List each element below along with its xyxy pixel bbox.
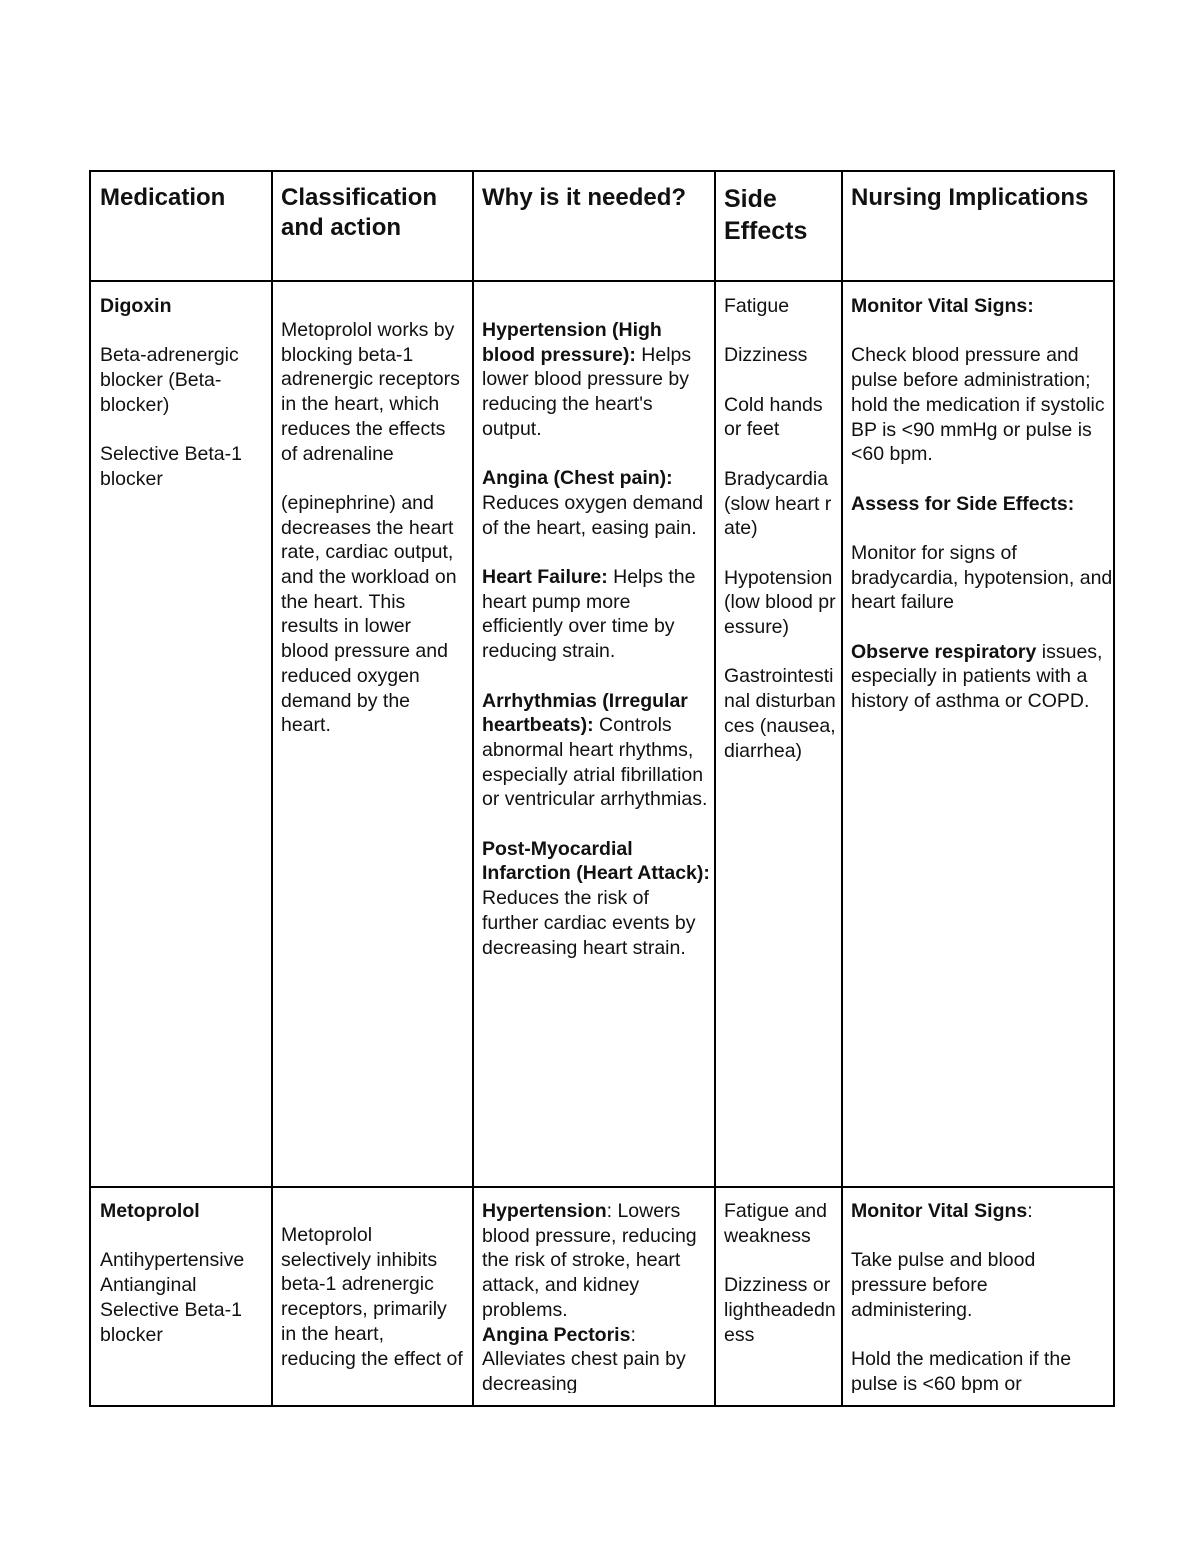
why-item-title: Angina Pectoris	[482, 1323, 631, 1346]
side-effect-item: Dizziness	[724, 344, 808, 367]
why-item-text: Reduces oxygen demand of the heart, easing pain.	[482, 491, 704, 539]
header-nursing	[851, 183, 1113, 213]
why-item-text: Helps lower blood pressure by reducing the heart's output.	[482, 343, 692, 440]
side-effect-item: Cold hands or feet	[724, 393, 823, 441]
medication-class: Selective Beta-1 blocker	[100, 443, 242, 490]
column-divider	[841, 172, 843, 1405]
header-why-label: Why is it needed?	[482, 184, 687, 211]
row1-medication-cell	[100, 294, 268, 516]
nursing-item-text: Monitor for signs of bradycardia, hypotension, and heart failure	[851, 541, 1113, 614]
row2-why-cell	[482, 1199, 712, 1393]
nursing-item-text: Hold the medication if the pulse is <60 bpm or	[851, 1348, 1072, 1393]
why-item	[482, 565, 710, 664]
side-effect-item: Gastrointestinal disturbances (nausea, diarrhea)	[724, 665, 836, 762]
header-why	[482, 183, 712, 213]
why-item-title: Post-Myocardial Infarction (Heart Attack):	[482, 837, 710, 885]
row1-action-cell	[281, 318, 461, 763]
why-item-title: Angina (Chest pain):	[482, 467, 673, 490]
why-item-text: : Lowers blood pressure, reducing the risk of stroke, heart attack, and kidney problems.	[482, 1200, 697, 1321]
nursing-item-title: Monitor Vital Signs	[851, 1200, 1028, 1222]
medication-class: Beta-adrenergic blocker (Beta-blocker)	[100, 344, 239, 416]
action-paragraph: Metoprolol selectively inhibits beta-1 adrenergic receptors, primarily in the heart, reducing the effect of	[281, 1224, 463, 1370]
why-item-title: Heart Failure:	[482, 566, 608, 588]
action-paragraph: Metoprolol works by blocking beta-1 adrenergic receptors in the heart, which reduces the effects of adrenaline	[281, 319, 460, 465]
medication-name: Digoxin	[100, 295, 172, 317]
row1-nursing-cell	[851, 294, 1113, 739]
row2-medication-cell	[100, 1199, 268, 1372]
header-side-effects-label: Side Effects	[724, 185, 808, 245]
why-item	[482, 466, 710, 540]
nursing-item-text: issues, especially in patients with a history of asthma or COPD.	[851, 640, 1103, 713]
header-classification	[281, 183, 469, 243]
medication-table	[89, 170, 1115, 1407]
medication-name: Metoprolol	[100, 1200, 200, 1222]
row1-side-effects-cell	[724, 294, 836, 788]
nursing-item	[851, 1199, 1113, 1224]
header-medication-label: Medication	[100, 184, 226, 211]
side-effect-item: Fatigue and weakness	[724, 1200, 827, 1247]
medication-class: Antihypertensive Antianginal Selective Beta-1 blocker	[100, 1249, 245, 1346]
row2-nursing-cell	[851, 1199, 1113, 1393]
column-divider	[714, 172, 716, 1405]
column-divider	[472, 172, 474, 1405]
nursing-item-title: Monitor Vital Signs:	[851, 295, 1034, 317]
why-item-title: Hypertension (High blood pressure):	[482, 319, 662, 366]
side-effect-item: Fatigue	[724, 295, 790, 317]
side-effect-item: Bradycardia (slow heart rate)	[724, 467, 832, 540]
why-item-text: : Alleviates chest pain by decreasing	[482, 1323, 686, 1393]
nursing-item	[851, 640, 1113, 714]
row-divider	[91, 280, 1113, 282]
nursing-item-text: Take pulse and blood pressure before administering.	[851, 1249, 1036, 1321]
row-divider	[91, 1186, 1113, 1188]
nursing-item-text: :	[1027, 1200, 1033, 1222]
row2-side-effects-cell	[724, 1199, 836, 1393]
nursing-item-title: Assess for Side Effects:	[851, 492, 1075, 515]
why-item	[482, 1199, 712, 1323]
why-item	[482, 689, 710, 813]
why-item-text: Controls abnormal heart rhythms, especially atrial fibrillation or ventricular arrhythmias.	[482, 714, 708, 811]
why-item-text: Reduces the risk of further cardiac events by decreasing heart strain.	[482, 887, 696, 959]
why-item	[482, 837, 710, 961]
header-nursing-label: Nursing Implications	[851, 184, 1089, 211]
why-item-title: Arrhythmias (Irregular heartbeats):	[482, 689, 688, 737]
column-divider	[271, 172, 273, 1405]
why-item-title: Hypertension	[482, 1200, 607, 1222]
why-item-text: Helps the heart pump more efficiently over time by reducing strain.	[482, 566, 696, 663]
nursing-item-title: Observe respiratory	[851, 640, 1037, 663]
header-side-effects	[724, 183, 838, 247]
nursing-item-text: Check blood pressure and pulse before administration; hold the medication if systolic BP is <90 mmHg or pulse is <60 bpm.	[851, 344, 1105, 466]
header-classification-label: Classification and action	[281, 184, 438, 241]
action-paragraph: (epinephrine) and decreases the heart rate, cardiac output, and the workload on the heart. This results in lower blood pressure and reduced oxygen demand by the heart.	[281, 491, 457, 737]
header-medication	[100, 183, 268, 213]
side-effect-item: Dizziness or lightheadedness	[724, 1274, 836, 1346]
row1-why-cell	[482, 318, 710, 985]
why-item	[482, 1323, 712, 1393]
row2-action-cell	[281, 1223, 463, 1393]
side-effect-item: Hypotension (low blood pressure)	[724, 566, 836, 639]
why-item	[482, 318, 710, 442]
